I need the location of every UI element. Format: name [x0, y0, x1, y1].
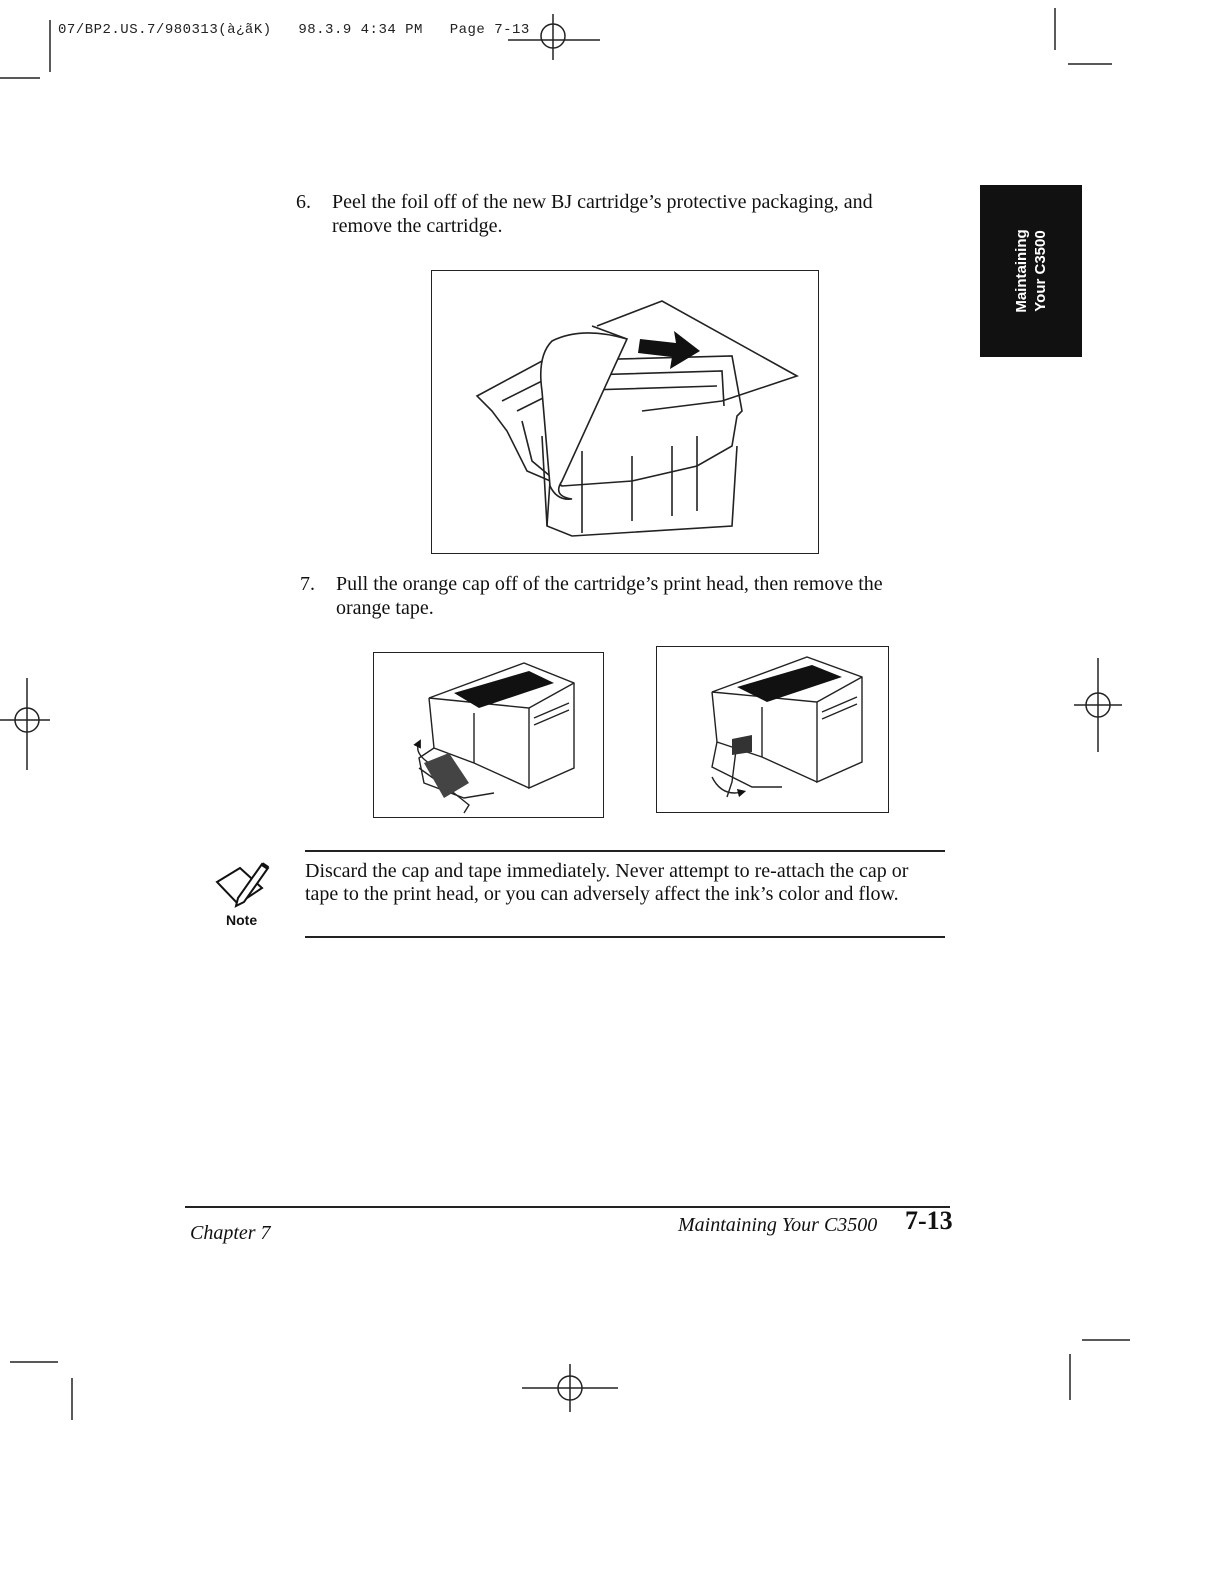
chapter-tab-text — [1012, 185, 1050, 357]
cartridge-cap-illustration — [374, 653, 603, 817]
step-number: 6. — [296, 191, 311, 213]
footer-page-number: 7-13 — [905, 1206, 953, 1235]
note-text: Discard the cap and tape immediately. Never attempt to re-attach the cap or tape to the print head, or you can adversely affect the ink’s color and flow. — [305, 860, 909, 905]
figure-remove-cap — [373, 652, 604, 818]
note-label: Note — [226, 912, 258, 928]
step-number: 7. — [300, 573, 315, 595]
note-top-rule — [305, 850, 945, 852]
step-text: Peel the foil off of the new BJ cartridge’s protective packaging, and remove the cartridge. — [332, 191, 873, 237]
footer-chapter: Chapter 7 — [190, 1222, 271, 1244]
cartridge-tape-illustration — [657, 647, 888, 812]
step-7 — [300, 572, 940, 624]
step-6 — [296, 190, 936, 242]
note-pencil-icon — [212, 860, 274, 912]
figure-remove-tape — [656, 646, 889, 813]
chapter-side-tab — [980, 185, 1082, 357]
tab-line-2: Your C3500 — [1032, 230, 1049, 312]
cartridge-package-illustration — [432, 271, 818, 553]
footer-rule — [185, 1206, 950, 1208]
print-slug-page: Page 7-13 — [449, 22, 530, 38]
step-text: Pull the orange cap off of the cartridge’s print head, then remove the orange tape. — [336, 573, 883, 619]
print-slug-text: 07/BP2.US.7/980313(à¿ãK) 98.3.9 4:34 PM — [58, 22, 423, 38]
figure-peel-foil — [431, 270, 819, 554]
note-bottom-rule — [305, 936, 945, 938]
tab-line-1: Maintaining — [1013, 229, 1030, 313]
footer-section: Maintaining Your C3500 — [678, 1214, 878, 1236]
